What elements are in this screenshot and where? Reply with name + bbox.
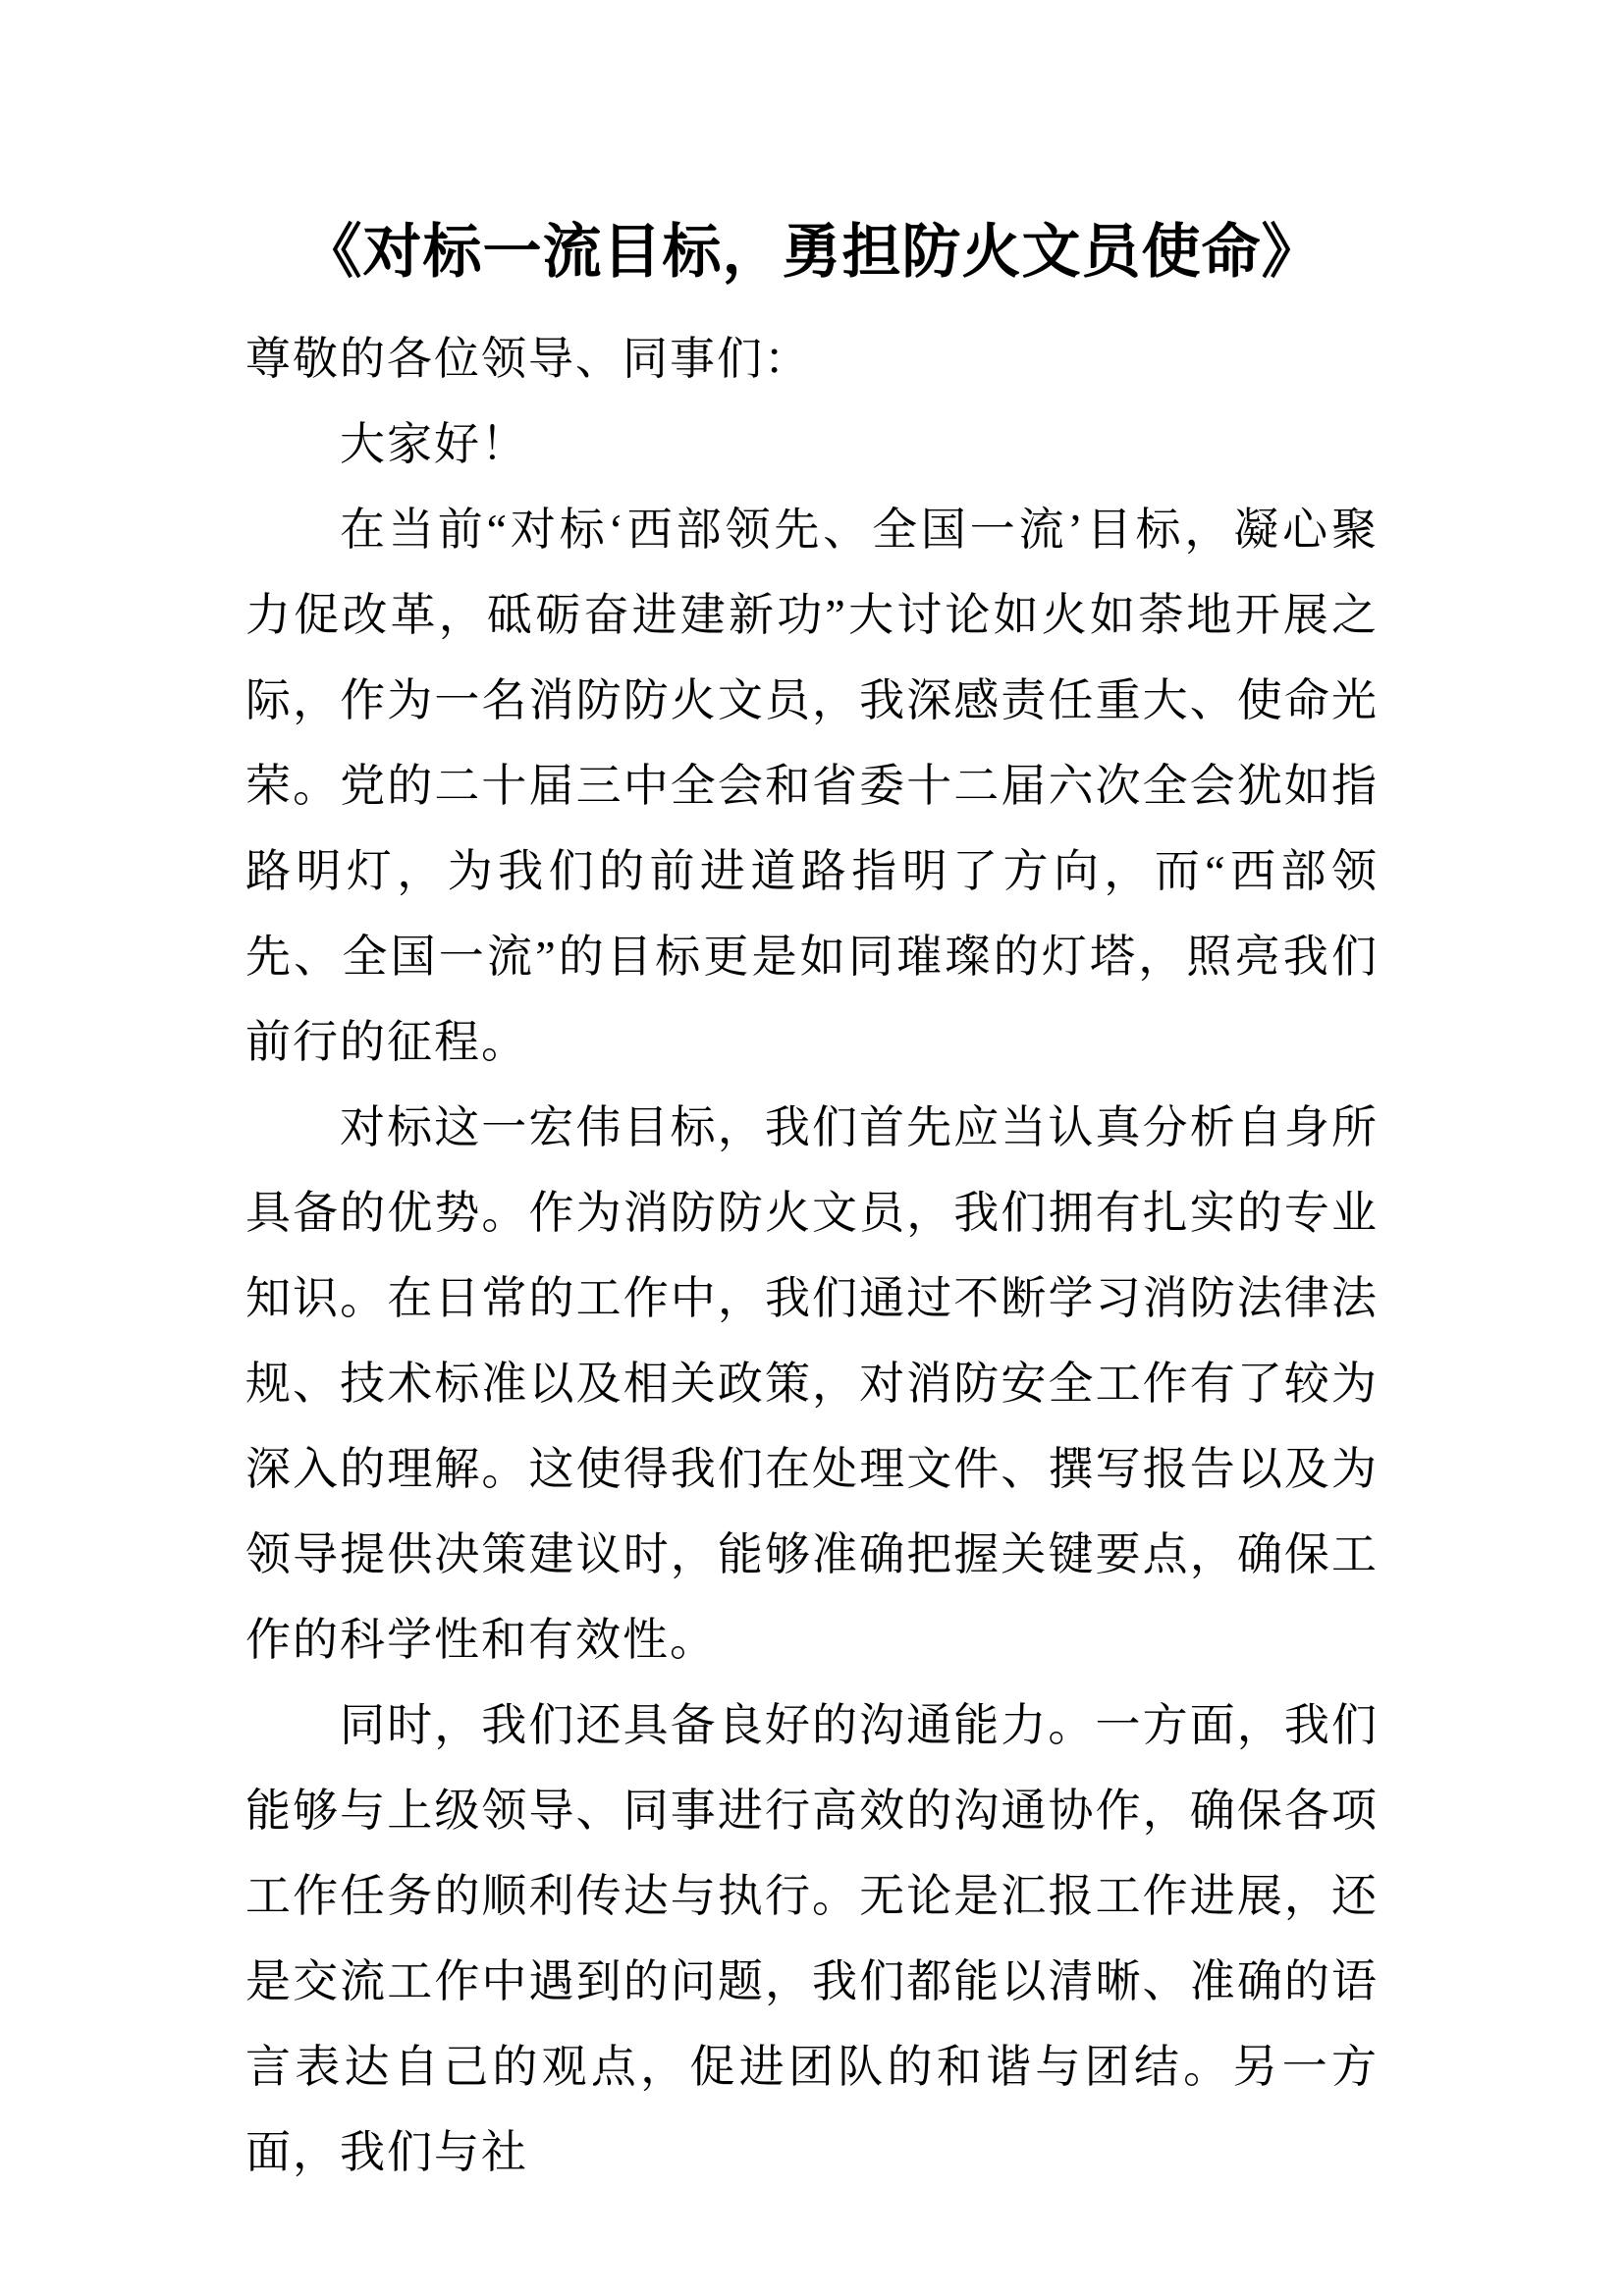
salutation-line: 尊敬的各位领导、同事们： (245, 334, 811, 384)
document-body (245, 316, 1379, 2195)
greeting-line: 大家好！ (340, 419, 528, 469)
body-paragraph-2: 对标这一宏伟目标，我们首先应当认真分析自身所具备的优势。作为消防防火文员，我们拥有扎实的专业知识。在日常的工作中，我们通过不断学习消防法律法规、技术标准以及相关政策，对消防安全工作有了较为深入的理解。这使得我们在处理文件、撰写报告以及为领导提供决策建议时，能够准确把握关键要点，确保工作的科学性和有效性。 (245, 1102, 1379, 1665)
document-title: 《对标一流目标，勇担防火文员使命》 (302, 220, 1322, 285)
body-paragraph-3: 同时，我们还具备良好的沟通能力。一方面，我们能够与上级领导、同事进行高效的沟通协作，确保各项工作任务的顺利传达与执行。无论是汇报工作进展，还是交流工作中遇到的问题，我们都能以清晰、准确的语言表达自己的观点，促进团队的和谐与团结。另一方面，我们与社 (245, 1700, 1379, 2177)
body-paragraph-1: 在当前“对标‘西部领先、全国一流’目标，凝心聚力促改革，砥砺奋进建新功”大讨论如火如荼地开展之际，作为一名消防防火文员，我深感责任重大、使命光荣。党的二十届三中全会和省委十二届六次全会犹如指路明灯，为我们的前进道路指明了方向，而“西部领先、全国一流”的目标更是如同璀璨的灯塔，照亮我们前行的征程。 (245, 505, 1379, 1067)
